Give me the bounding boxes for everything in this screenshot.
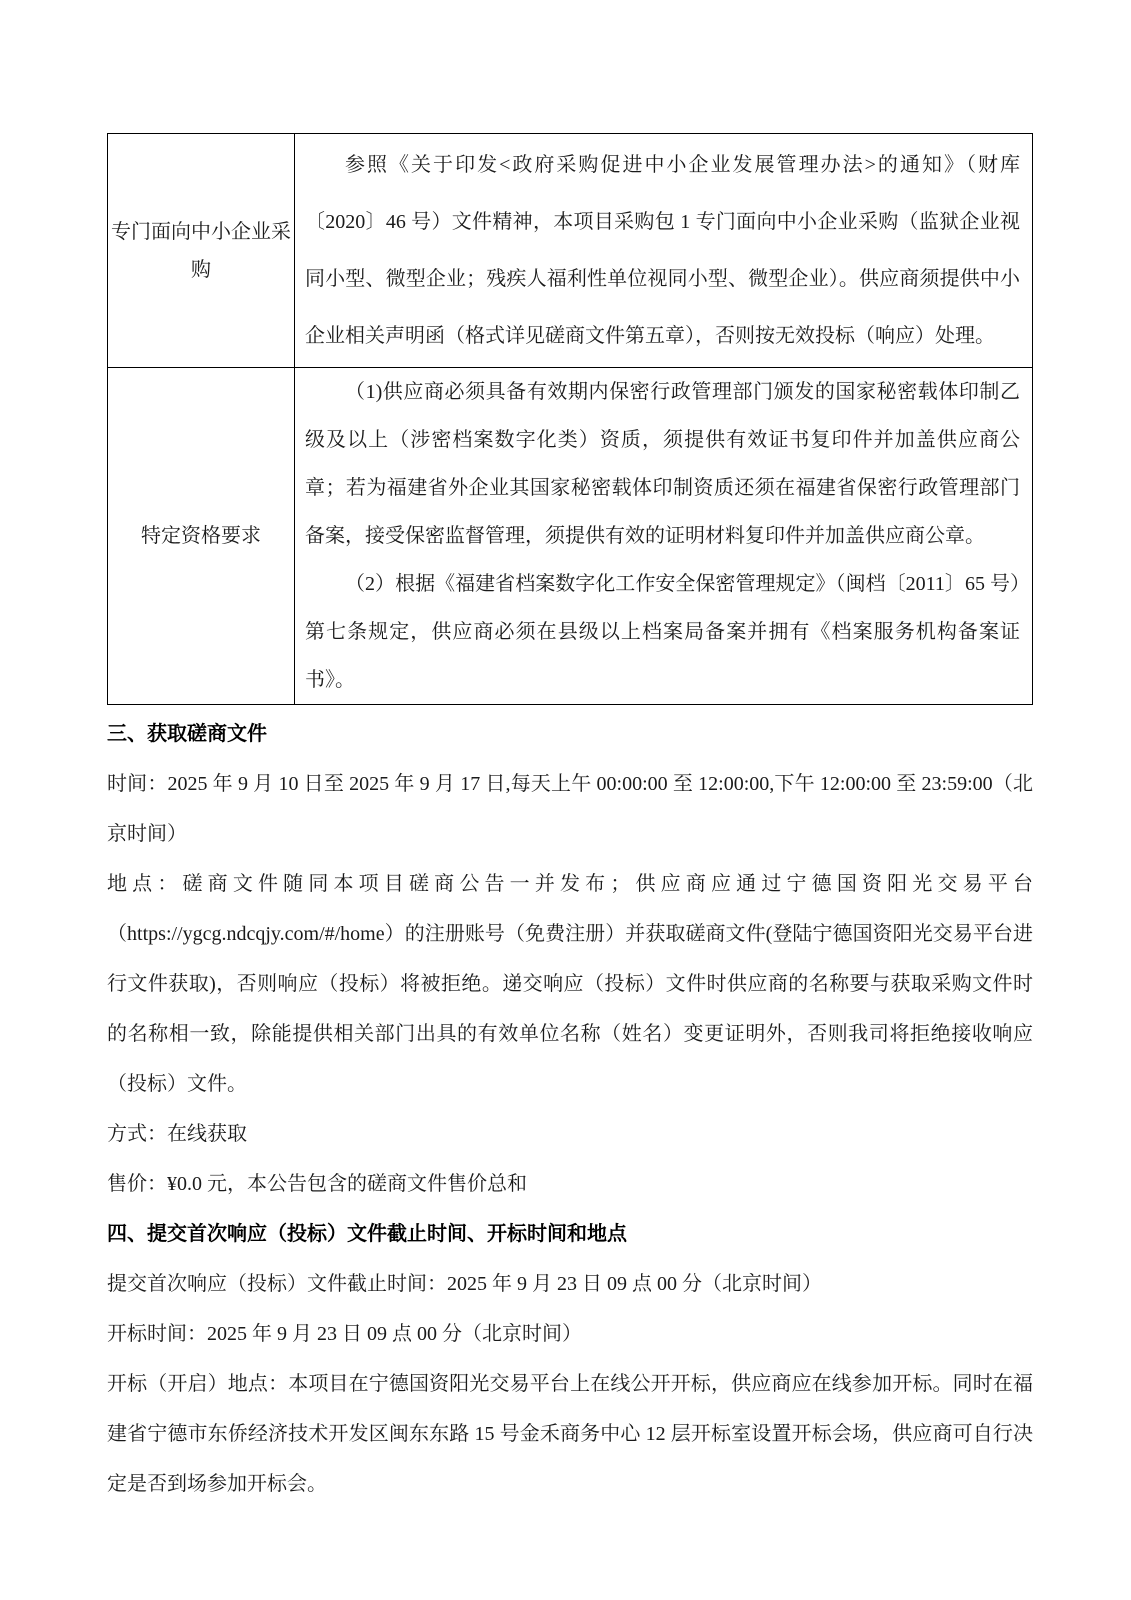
requirements-table [107, 133, 1033, 705]
sme-procurement-paragraph: 参照《关于印发<政府采购促进中小企业发展管理办法>的通知》（财库〔2020〕46 号）文件精神，本项目采购包 1 专门面向中小企业采购（监狱企业视同小型、微型企业；残疾人福利性单位视同小型、微型企业）。供应商须提供中小企业相关声明函（格式详见磋商文件第五章），否则按无效投标（响应）处理。 [305, 153, 1020, 347]
section-heading-submission-deadline: 四、提交首次响应（投标）文件截止时间、开标时间和地点 [107, 1223, 627, 1245]
para-obtain-price: 售价：¥0.0 元，本公告包含的磋商文件售价总和 [107, 1173, 527, 1195]
document-body [107, 709, 1033, 1509]
qualification-paragraph-1: （1)供应商必须具备有效期内保密行政管理部门颁发的国家秘密载体印制乙级及以上（涉密档案数字化类）资质，须提供有效证书复印件并加盖供应商公章；若为福建省外企业其国家秘密载体印制资质还须在福建省保密行政管理部门备案，接受保密监督管理，须提供有效的证明材料复印件并加盖供应商公章。 [305, 381, 1020, 547]
para-submission-deadline: 提交首次响应（投标）文件截止时间：2025 年 9 月 23 日 09 点 00 分（北京时间） [107, 1273, 822, 1295]
para-bid-opening-location: 开标（开启）地点：本项目在宁德国资阳光交易平台上在线公开开标，供应商应在线参加开标。同时在福建省宁德市东侨经济技术开发区闽东东路 15 号金禾商务中心 12 层开标室设置开标会场，供应商可自行决定是否到场参加开标会。 [107, 1373, 1033, 1495]
para-obtain-time: 时间：2025 年 9 月 10 日至 2025 年 9 月 17 日,每天上午 00:00:00 至 12:00:00,下午 12:00:00 至 23:59:00（北京时间） [107, 773, 1033, 845]
row-label-specific-qualification [108, 368, 295, 705]
row-label-text: 特定资格要求 [141, 525, 261, 547]
table-row-specific-qualification [108, 368, 1033, 705]
row-content-sme-procurement [295, 134, 1033, 368]
row-label-text: 专门面向中小企业采购 [111, 220, 291, 281]
qualification-paragraph-2: （2）根据《福建省档案数字化工作安全保密管理规定》（闽档〔2011〕65 号）第七条规定，供应商必须在县级以上档案局备案并拥有《档案服务机构备案证书》。 [305, 573, 1020, 691]
section-heading-obtain-documents: 三、获取磋商文件 [107, 723, 267, 745]
row-content-specific-qualification [295, 368, 1033, 705]
document-page [107, 133, 1033, 1509]
table-row-sme-procurement [108, 134, 1033, 368]
row-label-sme-procurement [108, 134, 295, 368]
para-bid-opening-time: 开标时间：2025 年 9 月 23 日 09 点 00 分（北京时间） [107, 1323, 582, 1345]
para-obtain-method: 方式：在线获取 [107, 1123, 247, 1145]
para-obtain-location: 地点：磋商文件随同本项目磋商公告一并发布；供应商应通过宁德国资阳光交易平台（https://ygcg.ndcqjy.com/#/home）的注册账号（免费注册）并获取磋商文件(登陆宁德国资阳光交易平台进行文件获取)，否则响应（投标）将被拒绝。递交响应（投标）文件时供应商的名称要与获取采购文件时的名称相一致，除能提供相关部门出具的有效单位名称（姓名）变更证明外，否则我司将拒绝接收响应（投标）文件。 [107, 873, 1033, 1095]
